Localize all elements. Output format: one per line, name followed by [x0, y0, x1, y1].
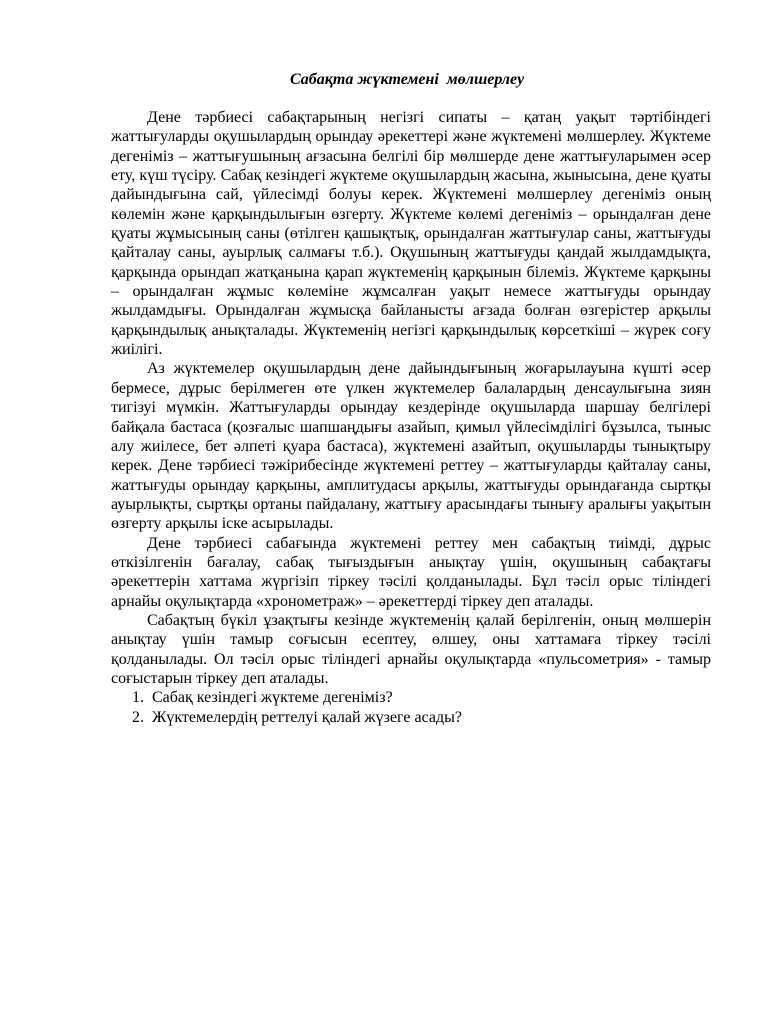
question-item-2 [111, 708, 711, 727]
paragraph-1: Дене тәрбиесі сабақтарының негізгі сипаты – қатаң уақыт тәртібіндегі жаттығуларды оқушылардың орындау әрекеттері және жүктемені мөлшерлеу. Жүктеме дегеніміз – жаттығушының ағзасына белгілі бір мөлшерде дене жаттығуларымен әсер ету, күш түсіру. Сабақ кезіндегі жүктеме оқушылардың жасына, жынысына, дене қуаты дайындығына сай, үйлесімді болуы керек. Жүктемені мөлшерлеу дегеніміз оның көлемін және қарқындылығын өзгерту. Жүктеме көлемі дегеніміз – орындалған дене қуаты жұмысының саны (өтілген қашықтық, орындалған жаттығулар саны, жаттығуды қайталау саны, ауырлық салмағы т.б.). Оқушының жаттығуды қандай жылдамдықта, қарқында орындап жатқанына қарап жүктеменің қарқынын білеміз. Жүктеме қарқыны – орындалған жұмыс көлеміне жұмсалған уақыт немесе жаттығуды орындау жылдамдығы. Орындалған жұмысқа байланысты ағзада болған өзгерістер арқылы қарқындылық анықталады. Жүктеменің негізгі қарқындылық көрсеткіші – жүрек соғу жиілігі. [111, 109, 711, 359]
question-text: Сабақ кезіндегі жүктеме дегеніміз? [152, 689, 393, 707]
document-title: Сабақта жүктемені мөлшерлеу [290, 71, 525, 88]
paragraph-3: Дене тәрбиесі сабағында жүктемені реттеу мен сабақтың тиімді, дұрыс өткізілгенін бағалау, сабақ тығыздығын анықтау үшін, оқушының сабақтағы әрекеттерін хаттама жүргізіп тіркеу тәсілі қолданылады. Бұл тәсіл орыс тіліндегі арнайы оқулықтарда «хронометраж» – әрекеттерді тіркеу деп аталады. [111, 534, 711, 610]
question-item-1 [111, 688, 711, 707]
question-list [111, 688, 711, 727]
question-text: Жүктемелердің реттелуі қалай жүзеге асады? [152, 708, 462, 726]
paragraph-2: Аз жүктемелер оқушылардың дене дайындығының жоғарылауына күшті әсер бермесе, дұрыс берілмеген өте үлкен жүктемелер балалардың денсаулығына зиян тигізуі мүмкін. Жаттығуларды орындау кездерінде оқушыларда шаршау белгілері байқала бастаса (қозғалыс шапшаңдығы азайып, қимыл үйлесімділігі бұзылса, тыныс алу жиілесе, бет әлпеті қуара бастаса), жүктемені азайтып, оқушыларды тынықтыру керек. Дене тәрбиесі тәжірибесінде жүктемені реттеу – жаттығуларды қайталау саны, жаттығуды орындау қарқыны, амплитудасы арқылы, жаттығуды орындағанда сыртқы ауырлықты, сыртқы ортаны пайдалану, жаттығу арасындағы тынығу аралығы уақытын өзгерту арқылы іске асырылады. [111, 360, 711, 533]
question-number: 1. [132, 689, 144, 707]
question-number: 2. [132, 708, 144, 726]
paragraph-4: Сабақтың бүкіл ұзақтығы кезінде жүктеменің қалай берілгенін, оның мөлшерін анықтау үшін тамыр соғысын есептеу, өлшеу, оны хаттамаға тіркеу тәсілі қолданылады. Ол тәсіл орыс тіліндегі арнайы оқулықтарда «пульсометрия» - тамыр соғыстарын тіркеу деп аталады. [111, 611, 711, 687]
document-body [111, 108, 711, 727]
